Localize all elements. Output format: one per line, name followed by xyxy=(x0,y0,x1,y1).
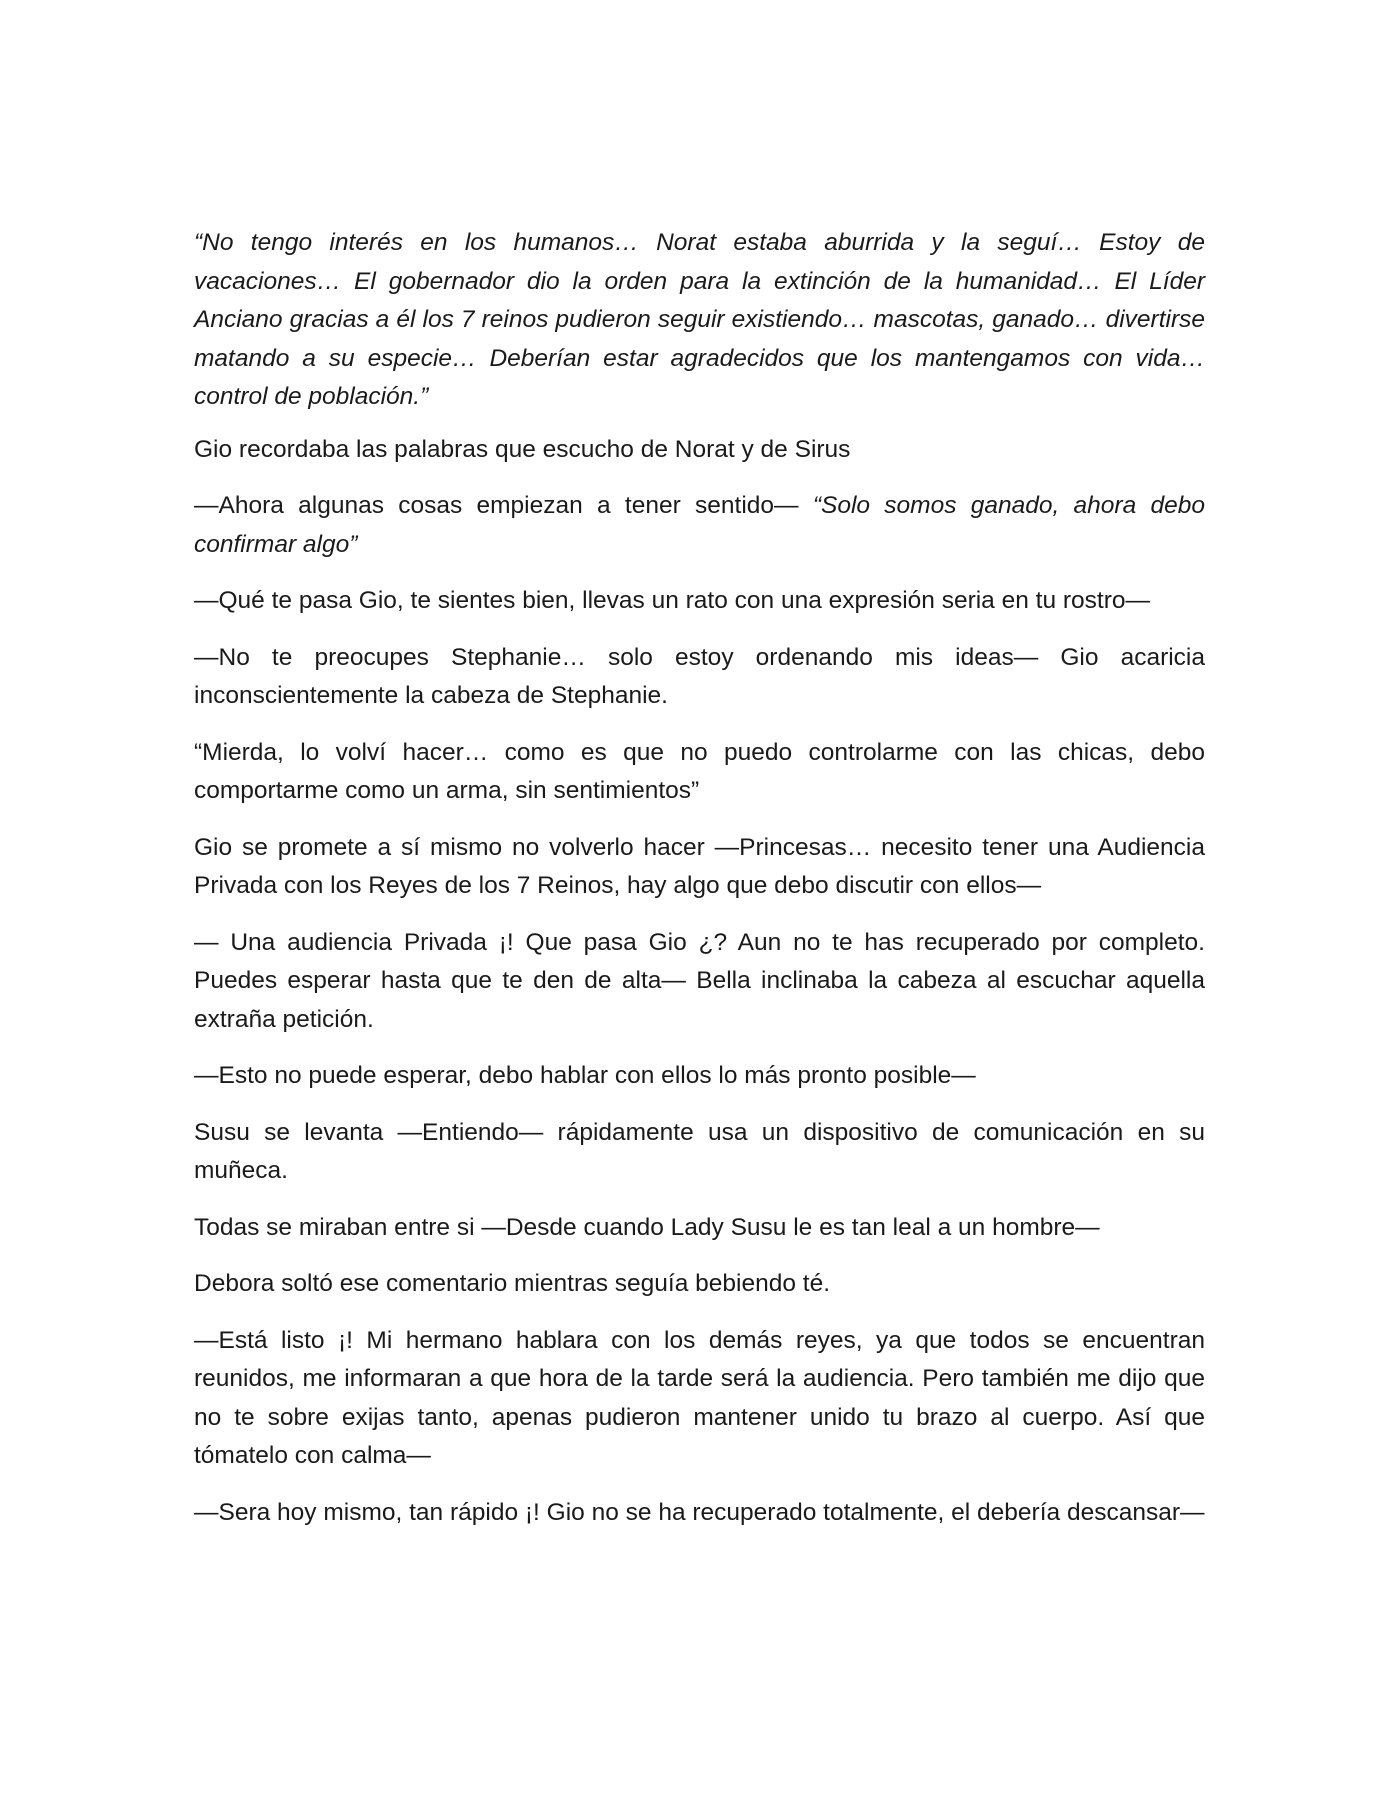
paragraph-8 xyxy=(194,924,1205,1040)
dialogue-text: —Está listo ¡! Mi hermano hablara con los demás reyes, ya que todos se encuentran reunidos, me informaran a que hora de la tarde será la audiencia. Pero también me dijo que no te sobre exijas tanto, apenas pudieron mantener unido tu brazo al cuerpo. Así que tómatelo con calma— xyxy=(194,1326,1205,1469)
paragraph-text: Gio recordaba las palabras que escucho de Norat y de Sirus xyxy=(194,435,851,463)
paragraph-11 xyxy=(194,1209,1205,1248)
paragraph-4 xyxy=(194,582,1205,621)
dialogue-text: —Sera hoy mismo, tan rápido ¡! Gio no se ha recuperado totalmente, el debería descansar— xyxy=(194,1498,1205,1526)
paragraph-2 xyxy=(194,431,1205,470)
paragraph-12 xyxy=(194,1265,1205,1304)
dialogue-text: —Qué te pasa Gio, te sientes bien, llevas un rato con una expresión seria en tu rostro— xyxy=(194,587,1151,614)
dialogue-text: Susu se levanta —Entiendo— rápidamente usa un dispositivo de comunicación en su muñeca. xyxy=(194,1118,1205,1184)
paragraph-3 xyxy=(194,487,1205,564)
paragraph-text: Debora soltó ese comentario mientras seguía bebiendo té. xyxy=(194,1270,831,1297)
paragraph-1 xyxy=(194,224,1205,417)
thought-text: “Mierda, lo volví hacer… como es que no puedo controlarme con las chicas, debo comportarme como un arma, sin sentimientos” xyxy=(194,738,1205,804)
paragraph-6 xyxy=(194,734,1205,811)
paragraph-7 xyxy=(194,829,1205,906)
thought-text: “Solo somos ganado, ahora debo confirmar algo” xyxy=(194,492,1205,558)
paragraph-13 xyxy=(194,1322,1205,1476)
paragraph-14 xyxy=(194,1494,1205,1533)
dialogue-text: —Ahora algunas cosas empiezan a tener sentido— xyxy=(194,492,813,519)
dialogue-text: —No te preocupes Stephanie… solo estoy ordenando mis ideas— Gio acaricia inconscientemente la cabeza de Stephanie. xyxy=(194,643,1205,709)
paragraph-10 xyxy=(194,1114,1205,1191)
document-page xyxy=(194,224,1205,1550)
paragraph-9 xyxy=(194,1057,1205,1096)
paragraph-5 xyxy=(194,639,1205,716)
dialogue-text: — Una audiencia Privada ¡! Que pasa Gio ¿? Aun no te has recuperado por completo. Puedes esperar hasta que te den de alta— Bella inclinaba la cabeza al escuchar aquella extraña petición. xyxy=(194,928,1205,1033)
dialogue-text: —Esto no puede esperar, debo hablar con ellos lo más pronto posible— xyxy=(194,1062,976,1089)
quote-text: “No tengo interés en los humanos… Norat estaba aburrida y la seguí… Estoy de vacaciones… El gobernador dio la orden para la extinción de la humanidad… El Líder Anciano gracias a él los 7 reinos pudieron seguir existiendo… mascotas, ganado… divertirse matando a su especie… Deberían estar agradecidos que los mantengamos con vida… control de población.” xyxy=(194,229,1205,410)
dialogue-text: Gio se promete a sí mismo no volverlo hacer —Princesas… necesito tener una Audiencia Privada con los Reyes de los 7 Reinos, hay algo que debo discutir con ellos— xyxy=(194,833,1205,899)
dialogue-text: Todas se miraban entre si —Desde cuando Lady Susu le es tan leal a un hombre— xyxy=(194,1213,1100,1241)
